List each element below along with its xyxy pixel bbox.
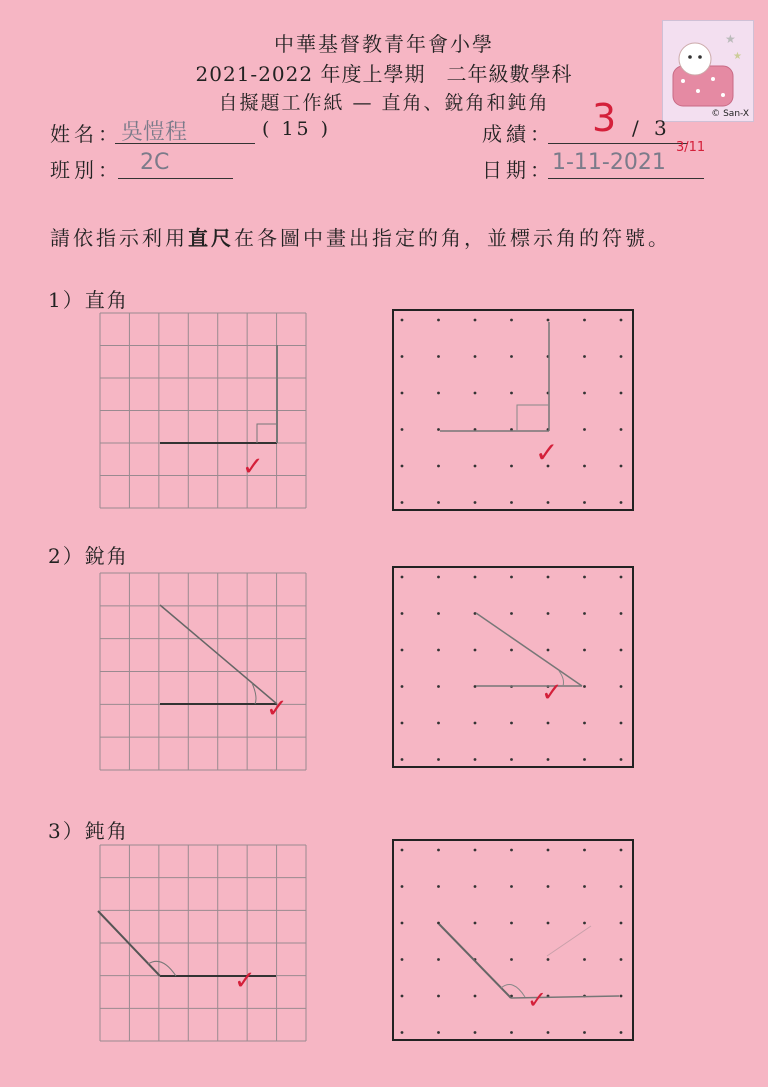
grid-dot bbox=[583, 428, 586, 431]
check-mark: ✓ bbox=[242, 452, 264, 482]
question-1-label: 1）直角 bbox=[48, 288, 129, 312]
grid-dot bbox=[510, 958, 513, 961]
grid-dot bbox=[620, 392, 623, 395]
grid-dot bbox=[583, 1031, 586, 1034]
grid-dot bbox=[510, 1031, 513, 1034]
grid-lines bbox=[100, 573, 306, 770]
right-angle-symbol bbox=[517, 405, 549, 431]
acute-angle-arm-slanted bbox=[160, 605, 277, 704]
grid-dot bbox=[583, 576, 586, 579]
grid-dot bbox=[547, 958, 550, 961]
grid-dot bbox=[620, 685, 623, 688]
grid-dot bbox=[583, 958, 586, 961]
grid-dot bbox=[620, 922, 623, 925]
grid-dot bbox=[401, 355, 404, 358]
grid-dot bbox=[437, 649, 440, 652]
grid-dot bbox=[510, 758, 513, 761]
grid-dot bbox=[474, 465, 477, 468]
grid-dot bbox=[401, 465, 404, 468]
square-grid-3 bbox=[100, 845, 306, 1041]
grid-dot bbox=[474, 1031, 477, 1034]
name-value: 吳愷程 bbox=[121, 120, 188, 145]
dot-points bbox=[401, 319, 623, 504]
grid-dot bbox=[620, 319, 623, 322]
score-separator: / bbox=[632, 116, 639, 140]
acute-angle-arm-slanted bbox=[476, 613, 582, 686]
grid-dot bbox=[510, 922, 513, 925]
grid-dot bbox=[620, 758, 623, 761]
grid-dot bbox=[583, 501, 586, 504]
grid-dot bbox=[510, 355, 513, 358]
grid-dot bbox=[401, 1031, 404, 1034]
grid-dot bbox=[401, 576, 404, 579]
instruction-ruler: 直尺 bbox=[188, 226, 234, 250]
class-line bbox=[118, 150, 233, 179]
grid-dot bbox=[620, 849, 623, 852]
grid-dot bbox=[547, 612, 550, 615]
grid-dot bbox=[620, 995, 623, 998]
grid-dot bbox=[583, 885, 586, 888]
grid-dot bbox=[620, 1031, 623, 1034]
grid-dot bbox=[474, 685, 477, 688]
date-label: 日期： bbox=[482, 158, 554, 182]
class-value: 2C bbox=[140, 150, 170, 175]
grid-dot bbox=[474, 885, 477, 888]
grid-dot bbox=[437, 501, 440, 504]
instruction-text-2: 在各圖中畫出指定的角，並標示角的符號。 bbox=[234, 226, 671, 250]
dot-grid-2 bbox=[393, 567, 633, 767]
instruction bbox=[50, 222, 671, 251]
grid-dot bbox=[401, 392, 404, 395]
grid-dot bbox=[620, 885, 623, 888]
grid-dot bbox=[510, 501, 513, 504]
grid-dot bbox=[583, 355, 586, 358]
grid-dot bbox=[583, 465, 586, 468]
score-line bbox=[548, 115, 688, 144]
sticker-image bbox=[662, 20, 754, 122]
grid-dot bbox=[620, 355, 623, 358]
grid-dot bbox=[547, 722, 550, 725]
grid-dot bbox=[437, 576, 440, 579]
grid-dot bbox=[510, 722, 513, 725]
grid-dot bbox=[547, 922, 550, 925]
teacher-date-mark: 3/11 bbox=[676, 140, 706, 155]
class-number: ( 15 ) bbox=[262, 118, 332, 140]
grid-dot bbox=[547, 319, 550, 322]
grid-dot bbox=[474, 849, 477, 852]
grid-dot bbox=[437, 958, 440, 961]
class-label: 班別： bbox=[50, 158, 122, 182]
grid-dot bbox=[547, 885, 550, 888]
grid-dot bbox=[547, 758, 550, 761]
svg-text:★: ★ bbox=[725, 32, 736, 46]
square-grid-2 bbox=[100, 573, 306, 770]
grid-dot bbox=[583, 849, 586, 852]
grid-dot bbox=[547, 576, 550, 579]
grid-dot bbox=[547, 501, 550, 504]
grid-dot bbox=[547, 849, 550, 852]
grid-dot bbox=[437, 355, 440, 358]
grid-dot bbox=[474, 758, 477, 761]
sticker-drawing bbox=[663, 21, 753, 121]
grid-dot bbox=[510, 576, 513, 579]
instruction-text-1: 請依指示利用 bbox=[50, 226, 188, 250]
grid-lines bbox=[100, 313, 306, 508]
grid-dot bbox=[474, 319, 477, 322]
grid-dot bbox=[583, 319, 586, 322]
grid-dot bbox=[510, 885, 513, 888]
svg-text:★: ★ bbox=[733, 51, 742, 62]
grid-dot bbox=[401, 995, 404, 998]
check-mark: ✓ bbox=[266, 694, 288, 724]
grid-dot bbox=[583, 758, 586, 761]
grid-dot bbox=[620, 501, 623, 504]
check-mark: ✓ bbox=[541, 678, 563, 708]
grid-dot bbox=[401, 501, 404, 504]
grid-dot bbox=[474, 576, 477, 579]
grid-dot bbox=[510, 649, 513, 652]
grid-dot bbox=[401, 649, 404, 652]
grid-dot bbox=[401, 758, 404, 761]
grid-dot bbox=[437, 885, 440, 888]
grid-dot bbox=[474, 995, 477, 998]
grid-dot bbox=[437, 428, 440, 431]
grid-dot bbox=[437, 465, 440, 468]
grid-dot bbox=[437, 1031, 440, 1034]
sticker-copyright: © San-X bbox=[711, 109, 749, 119]
grid-dot bbox=[401, 612, 404, 615]
grid-dot bbox=[510, 465, 513, 468]
dot-grid-frame bbox=[393, 310, 633, 510]
grid-dot bbox=[510, 849, 513, 852]
grid-dot bbox=[437, 319, 440, 322]
grid-dot bbox=[401, 958, 404, 961]
worksheet-title: 自擬題工作紙 — 直角、銳角和鈍角 bbox=[218, 92, 550, 114]
grid-dot bbox=[620, 649, 623, 652]
grid-dot bbox=[401, 428, 404, 431]
grid-dot bbox=[437, 685, 440, 688]
date-value: 1-11-2021 bbox=[552, 150, 666, 175]
school-name: 中華基督教青年會小學 bbox=[274, 32, 494, 56]
grid-dot bbox=[620, 612, 623, 615]
grid-dot bbox=[401, 319, 404, 322]
score-label: 成績： bbox=[482, 122, 554, 146]
grid-dot bbox=[474, 722, 477, 725]
grid-dot bbox=[401, 685, 404, 688]
grid-dot bbox=[547, 649, 550, 652]
grid-dot bbox=[437, 849, 440, 852]
grid-dot bbox=[437, 995, 440, 998]
grid-dot bbox=[510, 392, 513, 395]
score-value: 3 bbox=[592, 96, 617, 140]
grid-dot bbox=[620, 428, 623, 431]
grid-dot bbox=[620, 465, 623, 468]
dot-points bbox=[401, 576, 623, 761]
grid-dot bbox=[583, 922, 586, 925]
square-grid-1 bbox=[100, 313, 306, 508]
grid-dot bbox=[437, 392, 440, 395]
name-label: 姓名： bbox=[50, 122, 122, 146]
check-mark: ✓ bbox=[234, 966, 256, 996]
term-subject: 2021-2022 年度上學期 二年級數學科 bbox=[195, 62, 573, 86]
obtuse-angle-arm-slanted bbox=[439, 924, 511, 998]
grid-dot bbox=[474, 922, 477, 925]
grid-dot bbox=[620, 576, 623, 579]
grid-dot bbox=[437, 758, 440, 761]
faint-pencil-stroke bbox=[547, 926, 591, 956]
grid-dot bbox=[437, 722, 440, 725]
grid-dot bbox=[583, 612, 586, 615]
grid-dot bbox=[437, 612, 440, 615]
grid-dot bbox=[401, 922, 404, 925]
grid-dot bbox=[510, 319, 513, 322]
name-line bbox=[115, 115, 255, 144]
check-mark: ✓ bbox=[527, 986, 548, 1014]
grid-dot bbox=[510, 612, 513, 615]
right-angle-symbol bbox=[257, 424, 277, 443]
question-2-label: 2）銳角 bbox=[48, 544, 129, 568]
grid-dot bbox=[474, 355, 477, 358]
grid-dot bbox=[474, 501, 477, 504]
question-3-label: 3）鈍角 bbox=[48, 819, 129, 843]
grid-dot bbox=[620, 722, 623, 725]
score-total: 3 bbox=[654, 116, 667, 140]
dot-grid-1 bbox=[393, 310, 633, 510]
check-mark: ✓ bbox=[535, 436, 559, 469]
dot-points bbox=[401, 849, 623, 1034]
grid-dot bbox=[401, 885, 404, 888]
dot-grid-3 bbox=[393, 840, 633, 1040]
grid-dot bbox=[583, 722, 586, 725]
grid-dot bbox=[583, 685, 586, 688]
grid-dot bbox=[474, 392, 477, 395]
grid-lines bbox=[100, 845, 306, 1041]
grid-dot bbox=[474, 649, 477, 652]
grid-dot bbox=[583, 392, 586, 395]
grid-dot bbox=[547, 1031, 550, 1034]
grid-dot bbox=[620, 958, 623, 961]
grid-dot bbox=[401, 849, 404, 852]
grid-dot bbox=[583, 649, 586, 652]
grid-dot bbox=[401, 722, 404, 725]
dot-grid-frame bbox=[393, 840, 633, 1040]
dot-grid-frame bbox=[393, 567, 633, 767]
